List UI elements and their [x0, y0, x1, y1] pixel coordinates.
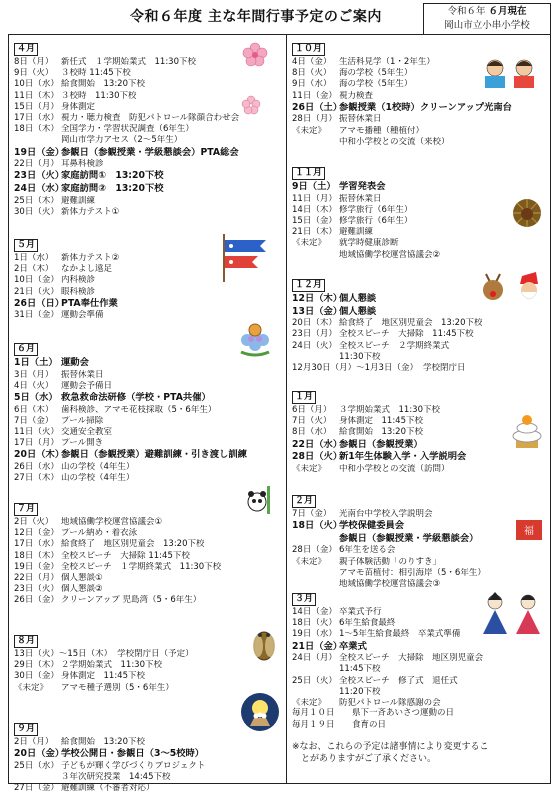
event-date: 3日（月） [14, 369, 54, 380]
event-text: 個人懇談 [339, 305, 377, 317]
event-row [292, 687, 548, 698]
event-date: 2日（月） [14, 737, 54, 747]
event-date: 21日（金） [292, 640, 343, 652]
event-date: 26日（土） [292, 101, 343, 113]
event-row [14, 438, 284, 449]
month-section [292, 36, 548, 148]
event-date: 20日（金） [14, 748, 65, 760]
event-text: 6年生給食最終 [339, 618, 396, 629]
event-text: 身体測定 11:45下校 [61, 671, 145, 682]
event-text: 海の学校（5年生） [339, 68, 413, 79]
event-text: 運動会準備 [61, 310, 104, 321]
event-date: 17日（水） [14, 539, 59, 550]
event-text: 身体測定 11:45下校 [339, 416, 423, 427]
event-row [14, 748, 284, 761]
event-date: 29日（木） [14, 660, 59, 671]
event-row [292, 238, 548, 249]
cicada-icon [248, 628, 280, 662]
event-text: 歯科検診、アマモ花枝採取（5・6年生） [61, 404, 217, 415]
event-date: 28日（金） [292, 545, 337, 556]
event-date: 15日（金） [292, 216, 337, 226]
event-row [14, 287, 284, 298]
monthly-events [292, 708, 548, 765]
event-date: 2日（火） [14, 517, 54, 527]
event-date: 25日（水） [14, 760, 59, 771]
event-text: 新体力テスト② [61, 253, 120, 263]
event-row [292, 509, 548, 520]
event-date: 26日（水） [14, 462, 59, 472]
event-text: 地域協働学校運営協議会③ [339, 579, 441, 589]
event-date: 28日（月） [292, 114, 337, 125]
event-row [292, 114, 548, 125]
event-date: 22日（月） [14, 573, 59, 584]
event-row [14, 298, 284, 311]
setsubun-mask-icon [514, 516, 544, 542]
event-date: 12日（金） [14, 528, 59, 539]
svg-text:福: 福 [524, 526, 534, 537]
event-row [292, 520, 548, 533]
event-date: 19日（水） [292, 629, 337, 640]
event-text: ３校時 11:45下校 [61, 68, 131, 79]
event-date: 21日（木） [292, 227, 337, 238]
koinobori-icon [218, 232, 273, 282]
event-text: 家庭訪問② 13:20下校 [61, 183, 164, 195]
event-row [292, 676, 548, 687]
snail-hydrangea-icon [235, 320, 275, 360]
event-text: 個人懇談 [339, 293, 377, 304]
moon-viewing-icon [240, 692, 280, 732]
event-row [14, 449, 284, 462]
event-text: 親子体験活動「のりすき」 [339, 556, 442, 567]
event-row [292, 557, 548, 568]
event-date: 30日（金） [14, 671, 59, 682]
event-text: 全校スピーチ １学期終業式 11:30下校 [61, 561, 222, 572]
kagami-mochi-icon [508, 410, 546, 450]
event-text: 岡山市学力アセス（2〜5年生） [61, 135, 183, 146]
event-row [14, 381, 284, 392]
month-heading: １０月 [292, 43, 325, 56]
cherry-blossom-small-icon [240, 94, 262, 116]
event-date: 12月30日（月）〜1月3日（金） [292, 363, 418, 373]
event-text: 学校保健委員会 [339, 520, 405, 532]
column-divider [286, 34, 287, 784]
event-row [14, 416, 284, 427]
event-row [14, 405, 284, 416]
event-row [14, 124, 284, 135]
event-date: 7日（金） [292, 509, 332, 519]
event-row [292, 91, 548, 102]
month-heading: １２月 [292, 279, 325, 292]
event-date: 6日（木） [14, 404, 54, 415]
chestnut-icon [510, 196, 544, 230]
cherry-blossom-icon [240, 40, 270, 70]
event-row [14, 660, 284, 671]
event-date: 《未定》 [292, 125, 327, 136]
event-text: 避難訓練 [339, 227, 374, 238]
event-date: 10日（水） [14, 79, 59, 90]
event-text: 就学時健康診断 [339, 238, 399, 249]
event-date: 13日（火）〜15日（木） [14, 649, 113, 659]
event-date: 27日（木） [14, 473, 59, 484]
event-date: 12日（木） [292, 293, 343, 304]
event-text: 全校スピーチ 大掃除 11:45下校 [339, 329, 474, 340]
event-text: 個人懇談① [61, 573, 103, 584]
event-row [292, 137, 548, 148]
page-title: 令和６年度 主な年間行事予定のご案内 [130, 9, 382, 25]
event-date: 4日（火） [14, 380, 54, 391]
event-text: ３学期始業式 11:30下校 [339, 405, 440, 415]
event-date: 18日（火） [292, 520, 343, 532]
event-text: 救急救命法研修（学校・PTA共催） [61, 392, 211, 403]
event-text: 家庭訪問① 13:20下校 [61, 170, 164, 182]
event-text: 参観日（参観授業・学級懇談会） [339, 532, 479, 544]
event-date: 《未定》 [292, 556, 327, 567]
event-text: 学校閉庁日（予定） [117, 649, 194, 659]
event-text: ３校時 11:30下校 [61, 90, 137, 101]
event-date: 4日（金） [292, 57, 332, 67]
event-text: 中和小学校との交流（来校） [339, 136, 450, 147]
event-row [14, 528, 284, 539]
month-heading: ９月 [14, 723, 38, 736]
event-text: 学習発表会 [339, 181, 386, 192]
event-date: 20日（木） [292, 318, 337, 329]
event-text: 11:30下校 [339, 351, 381, 362]
event-date: 28日（火） [292, 451, 343, 463]
event-date: 24日（月） [292, 653, 337, 664]
event-date: 9日（水） [292, 79, 332, 90]
event-date: 11日（火） [14, 427, 59, 437]
event-text: 運動会予備日 [61, 380, 113, 391]
event-text: 参観日（参観授業）避難訓練・引き渡し訓練 [61, 449, 247, 461]
event-text: なかよし遠足 [61, 264, 113, 275]
event-row [14, 147, 284, 160]
event-row [14, 170, 284, 183]
event-text: 山の学校（4年生） [61, 462, 135, 472]
notice-text: とがありますがご了承ください。 [292, 754, 437, 764]
event-text: 振替休業日 [61, 369, 104, 380]
event-date: 《未定》 [292, 698, 327, 709]
event-text: 全校スピーチ 大掃除 11:45下校 [61, 550, 190, 561]
event-row [292, 545, 548, 556]
event-text: プール納め・着衣泳 [61, 528, 138, 539]
event-row [14, 473, 284, 484]
event-text: 学校閉庁日 [422, 363, 466, 373]
event-date: 1日（土） [14, 357, 58, 368]
event-row [292, 341, 548, 352]
event-text: 参観授業（1校時）クリーンアップ光南台 [339, 101, 512, 113]
monthly-date: 毎月１０日 [292, 708, 335, 718]
event-text: 修学旅行（6年生） [339, 204, 413, 215]
event-date: 22日（水） [292, 438, 343, 450]
event-date: 《未定》 [14, 682, 49, 693]
event-text: 新1年生体験入学・入学説明会 [339, 451, 467, 463]
event-text: 眼科検診 [61, 286, 96, 297]
event-date: 11日（月） [292, 193, 337, 204]
event-row [14, 551, 284, 562]
event-text: 全校スピーチ 修了式 退任式 [339, 675, 458, 686]
event-date: 2日（木） [14, 264, 54, 275]
month-heading: ４月 [14, 43, 38, 56]
event-date: 6日（月） [292, 405, 332, 415]
event-date: 24日（火） [292, 340, 337, 351]
event-date: 24日（水） [14, 183, 65, 195]
event-row [14, 135, 284, 146]
event-date: 27日（金） [14, 783, 59, 794]
month-heading: ７月 [14, 503, 38, 516]
month-heading: ６月 [14, 343, 38, 356]
event-text: 全校スピーチ ２学期終業式 [339, 340, 450, 351]
month-heading: １月 [292, 391, 316, 404]
event-row [14, 737, 284, 748]
event-date: 18日（木） [14, 124, 59, 135]
event-date: 9日（火） [14, 68, 54, 79]
event-row [14, 196, 284, 207]
event-date: 8日（月） [14, 57, 54, 67]
event-row [14, 183, 284, 196]
event-row [292, 181, 548, 194]
event-text: PTA奉仕作業 [61, 297, 118, 309]
event-row [14, 649, 284, 660]
month-heading: ５月 [14, 239, 38, 252]
event-text: 給食開始 13:20下校 [339, 427, 423, 438]
event-text: 全校スピーチ 大掃除 地区別児童会 [339, 653, 484, 664]
event-date: 15日（月） [14, 101, 59, 112]
event-text: 振替休業日 [339, 193, 382, 204]
notice-text: ※なお、これらの予定は諸事情により変更するこ [292, 742, 489, 752]
event-row [14, 462, 284, 473]
event-text: 給食終了 地区別児童会 13:20下校 [61, 539, 205, 550]
event-date: 11日（金） [292, 90, 337, 101]
event-text: プール開き [61, 438, 104, 449]
event-row [14, 517, 284, 528]
event-row [292, 126, 548, 137]
event-date: 25日（火） [292, 675, 337, 686]
event-row [14, 671, 284, 682]
event-text: 学校公開日・参観日（3〜5校時） [61, 748, 205, 760]
monthly-date: 毎月１９日 [292, 719, 335, 730]
event-row [292, 653, 548, 664]
event-text: 地域協働学校運営協議会② [339, 249, 441, 260]
event-row [14, 427, 284, 438]
event-date: 26日（金） [14, 595, 59, 606]
event-text: クリーンアップ 児島湾（5・6年生） [61, 595, 202, 606]
event-text: 振替休業日 [339, 114, 382, 125]
event-row [292, 464, 548, 475]
event-text: アマモ種子選別（5・6年生） [61, 682, 174, 693]
event-text: 給食終了 地区別児童会 13:20下校 [339, 318, 483, 329]
event-text: 海の学校（5年生） [339, 79, 413, 90]
event-date: 7日（火） [292, 416, 332, 427]
event-date: 7日（金） [14, 415, 54, 426]
event-row [14, 573, 284, 584]
event-text: 避難訓練 [61, 195, 96, 206]
event-date: 20日（木） [14, 449, 65, 461]
event-date: 23日（火） [14, 170, 65, 182]
event-date: 19日（金） [14, 561, 59, 572]
month-section [292, 488, 548, 590]
event-row [292, 363, 548, 374]
monthly-row [292, 720, 548, 732]
event-date: 23日（月） [292, 329, 337, 340]
event-row [292, 250, 548, 261]
event-row [292, 451, 548, 464]
event-date: 1日（水） [14, 253, 54, 263]
event-date: 18日（木） [14, 550, 59, 561]
event-date: 8日（火） [292, 68, 332, 79]
event-text: ２学期始業式 11:30下校 [61, 660, 162, 671]
event-date: 17日（月） [14, 438, 59, 449]
event-row [14, 207, 284, 218]
event-text: 参観日（参観授業） [339, 438, 423, 450]
event-date: 10日（金） [14, 275, 59, 286]
month-heading: １１月 [292, 167, 325, 180]
event-date: 26日（日） [14, 297, 65, 309]
event-row [14, 783, 284, 794]
event-date: 18日（火） [292, 618, 337, 629]
event-text: 卒業式予行 [339, 607, 382, 617]
event-row [14, 595, 284, 606]
event-text: 身体測定 [61, 101, 96, 112]
event-text: アマモ播種（種植付） [339, 125, 425, 136]
event-row [14, 370, 284, 381]
event-row [292, 664, 548, 675]
event-row [14, 392, 284, 405]
event-text: 全国学力・学習状況調査（6年生） [61, 124, 194, 135]
monthly-text: 県下一斉あいさつ運動の日 [352, 708, 455, 718]
date-current: ６月現在 [488, 6, 527, 17]
event-text: アマモ苗植付：相引海岸（5・6年生） [339, 567, 486, 578]
month-section [14, 628, 284, 694]
event-row [292, 533, 548, 546]
school-name: 岡山市立小串小学校 [444, 20, 530, 31]
event-date: 23日（火） [14, 584, 59, 595]
event-text: 1〜5年生給食最終 卒業式準備 [339, 629, 461, 640]
event-date: 17日（水） [14, 113, 59, 124]
event-row [14, 562, 284, 573]
event-text: 地域協働学校運営協議会① [61, 517, 163, 527]
event-date: 25日（木） [14, 195, 59, 206]
event-text: 山の学校（4年生） [61, 473, 135, 484]
event-text: 新任式 １学期始業式 11:30下校 [61, 57, 196, 67]
event-row [292, 102, 548, 115]
event-text: 参観日（参観授業・学級懇談会）PTA総会 [61, 146, 239, 158]
event-text: 個人懇談② [61, 584, 103, 595]
event-text: 内科検診 [61, 275, 96, 286]
event-text: 11:45下校 [339, 664, 381, 675]
event-text: 11:20下校 [339, 686, 381, 697]
event-row [292, 352, 548, 363]
event-date: 《未定》 [292, 238, 327, 249]
event-text: 6年生を送る会 [339, 545, 396, 556]
event-text: 交通安全教室 [61, 427, 113, 437]
monthly-text: 食育の日 [352, 719, 387, 730]
event-text: 中和小学校との交流（訪問） [339, 463, 450, 474]
event-row [14, 584, 284, 595]
event-date: 5日（水） [14, 392, 58, 403]
event-row [14, 761, 284, 772]
event-text: 防犯パトロール隊感謝の会 [339, 698, 441, 709]
event-row [292, 318, 548, 329]
date-label: 令和６年 [447, 6, 489, 17]
event-row [14, 772, 284, 783]
event-text: ３年次研究授業 14:45下校 [61, 772, 171, 782]
event-text: 耳鼻科検診 [61, 159, 104, 170]
month-heading: ８月 [14, 635, 38, 648]
event-date: 14日（木） [292, 204, 337, 215]
event-row [292, 641, 548, 654]
event-row [292, 329, 548, 340]
date-box [423, 3, 551, 35]
event-text: 生活科見学（1・2年生） [339, 57, 435, 67]
event-text: 給食開始 13:20下校 [61, 79, 145, 90]
event-text: 卒業式 [339, 640, 367, 652]
event-text: 子どもが輝く学びづくりプロジェクト [61, 760, 206, 771]
event-text: 運動会 [61, 357, 89, 368]
month-heading: ２月 [292, 495, 316, 508]
event-row [14, 159, 284, 170]
event-text: 避難訓練（不審者対応） [61, 783, 155, 794]
event-row [14, 79, 284, 90]
monthly-row [292, 708, 548, 720]
event-date: 22日（月） [14, 159, 59, 170]
event-text: 新体力テスト① [61, 206, 120, 217]
event-text: 視力検査 [339, 90, 374, 101]
event-date: 《未定》 [292, 463, 327, 474]
event-date: 13日（金） [292, 305, 343, 317]
event-date: 14日（金） [292, 607, 337, 617]
event-date: 30日（火） [14, 206, 59, 217]
event-row [292, 568, 548, 579]
event-date: 8日（水） [292, 427, 332, 438]
event-text: 光南台中学校入学説明会 [339, 509, 433, 519]
event-date: 19日（金） [14, 146, 65, 158]
reindeer-santa-icon [478, 268, 548, 308]
event-date: 31日（金） [14, 310, 59, 321]
event-row [14, 539, 284, 550]
children-reading-icon [480, 56, 540, 92]
event-date: 11日（木） [14, 90, 59, 101]
event-text: 視力・聴力検査 防犯パトロール隊顔合わせ会 [61, 113, 240, 124]
event-date: 9日（土） [292, 181, 336, 192]
month-heading: ３月 [292, 593, 316, 606]
event-date: 21日（火） [14, 286, 59, 297]
event-text: 給食開始 13:20下校 [61, 737, 145, 747]
event-text: プール掃除 [61, 415, 104, 426]
hina-dolls-icon [478, 590, 548, 636]
panda-bamboo-icon [243, 484, 275, 516]
event-text: 修学旅行（6年生） [339, 216, 413, 226]
